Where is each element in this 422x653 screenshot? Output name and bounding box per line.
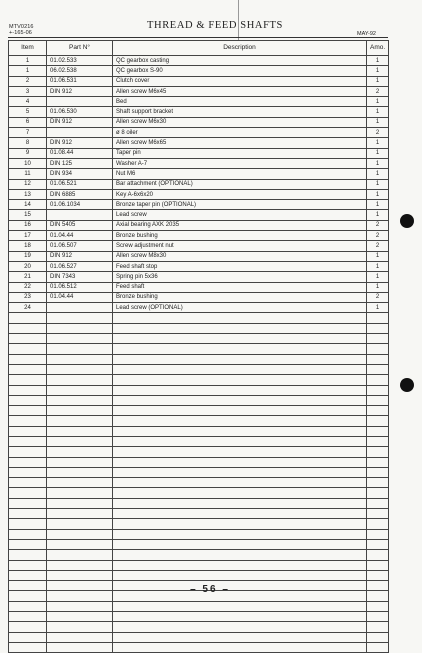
cell-item: 8 <box>9 138 47 148</box>
cell-desc: Lead screw <box>113 210 367 220</box>
empty-cell <box>367 642 389 652</box>
cell-qty: 2 <box>367 231 389 241</box>
cell-qty: 2 <box>367 128 389 138</box>
cell-item: 23 <box>9 292 47 302</box>
empty-cell <box>9 570 47 580</box>
table-row <box>9 107 389 117</box>
empty-cell <box>9 612 47 622</box>
table-row <box>9 148 389 158</box>
empty-cell <box>113 395 367 405</box>
empty-cell <box>9 519 47 529</box>
empty-cell <box>367 344 389 354</box>
cell-qty: 1 <box>367 66 389 76</box>
column-header-item: Item <box>9 41 47 56</box>
empty-row <box>9 622 389 632</box>
column-header-amount: Amo. <box>367 41 389 56</box>
cell-qty: 1 <box>367 261 389 271</box>
cell-part: 01.06.521 <box>47 179 113 189</box>
cell-part: 06.02.538 <box>47 66 113 76</box>
empty-cell <box>47 447 113 457</box>
empty-cell <box>9 509 47 519</box>
empty-row <box>9 426 389 436</box>
cell-desc: Axial bearing AXK 2035 <box>113 220 367 230</box>
table-row <box>9 56 389 66</box>
empty-row <box>9 416 389 426</box>
empty-cell <box>367 395 389 405</box>
empty-row <box>9 344 389 354</box>
cell-qty: 1 <box>367 200 389 210</box>
cell-item: 5 <box>9 107 47 117</box>
empty-cell <box>9 601 47 611</box>
cell-desc: QC gearbox casting <box>113 56 367 66</box>
empty-cell <box>9 457 47 467</box>
empty-cell <box>47 426 113 436</box>
empty-row <box>9 385 389 395</box>
empty-cell <box>113 539 367 549</box>
empty-cell <box>367 457 389 467</box>
empty-row <box>9 539 389 549</box>
empty-cell <box>9 467 47 477</box>
cell-part: DIN 6885 <box>47 189 113 199</box>
cell-qty: 1 <box>367 56 389 66</box>
empty-cell <box>47 601 113 611</box>
empty-cell <box>47 457 113 467</box>
table-body <box>9 56 389 653</box>
cell-part: DIN 912 <box>47 251 113 261</box>
empty-cell <box>113 364 367 374</box>
empty-row <box>9 478 389 488</box>
empty-cell <box>9 313 47 323</box>
cell-item: 14 <box>9 200 47 210</box>
cell-qty: 1 <box>367 303 389 313</box>
empty-cell <box>9 436 47 446</box>
empty-cell <box>367 570 389 580</box>
cell-item: 13 <box>9 189 47 199</box>
cell-part: 01.06.1034 <box>47 200 113 210</box>
empty-row <box>9 334 389 344</box>
table-row <box>9 86 389 96</box>
empty-cell <box>113 642 367 652</box>
table-row <box>9 220 389 230</box>
table-row <box>9 128 389 138</box>
empty-cell <box>367 539 389 549</box>
table-row <box>9 158 389 168</box>
empty-cell <box>47 395 113 405</box>
empty-cell <box>367 406 389 416</box>
empty-cell <box>367 323 389 333</box>
empty-cell <box>367 529 389 539</box>
cell-part: 01.06.507 <box>47 241 113 251</box>
empty-cell <box>9 560 47 570</box>
cell-desc: QC gearbox S-90 <box>113 66 367 76</box>
cell-qty: 1 <box>367 138 389 148</box>
empty-cell <box>367 478 389 488</box>
empty-cell <box>9 632 47 642</box>
empty-cell <box>113 601 367 611</box>
cell-item: 18 <box>9 241 47 251</box>
cell-item: 1 <box>9 66 47 76</box>
cell-part: DIN 934 <box>47 169 113 179</box>
cell-desc: Nut M6 <box>113 169 367 179</box>
cell-part: 01.08.44 <box>47 148 113 158</box>
empty-cell <box>47 529 113 539</box>
table-row <box>9 138 389 148</box>
cell-qty: 2 <box>367 86 389 96</box>
empty-cell <box>367 375 389 385</box>
table-row <box>9 66 389 76</box>
empty-cell <box>9 406 47 416</box>
empty-row <box>9 467 389 477</box>
empty-cell <box>9 375 47 385</box>
cell-part: DIN 912 <box>47 138 113 148</box>
cell-qty: 2 <box>367 220 389 230</box>
empty-cell <box>47 375 113 385</box>
cell-qty: 1 <box>367 179 389 189</box>
empty-cell <box>367 467 389 477</box>
cell-desc: Clutch cover <box>113 76 367 86</box>
empty-cell <box>9 498 47 508</box>
empty-cell <box>9 488 47 498</box>
empty-cell <box>367 334 389 344</box>
empty-cell <box>47 509 113 519</box>
cell-desc: Bronze taper pin (OPTIONAL) <box>113 200 367 210</box>
cell-item: 1 <box>9 56 47 66</box>
cell-qty: 1 <box>367 158 389 168</box>
empty-cell <box>9 323 47 333</box>
cell-desc: Spring pin 5x36 <box>113 272 367 282</box>
empty-cell <box>9 642 47 652</box>
empty-cell <box>367 550 389 560</box>
empty-cell <box>113 509 367 519</box>
empty-cell <box>367 612 389 622</box>
empty-cell <box>113 612 367 622</box>
cell-item: 20 <box>9 261 47 271</box>
cell-item: 9 <box>9 148 47 158</box>
empty-cell <box>367 354 389 364</box>
empty-cell <box>9 581 47 591</box>
document-code-line2: +-165-06 <box>9 30 32 36</box>
empty-cell <box>367 313 389 323</box>
empty-cell <box>113 478 367 488</box>
empty-cell <box>367 601 389 611</box>
empty-cell <box>47 570 113 580</box>
table-row <box>9 282 389 292</box>
cell-qty: 1 <box>367 210 389 220</box>
empty-cell <box>113 406 367 416</box>
empty-cell <box>9 354 47 364</box>
table-row <box>9 292 389 302</box>
empty-cell <box>9 447 47 457</box>
empty-cell <box>47 334 113 344</box>
table-row <box>9 231 389 241</box>
cell-desc: Allen screw M8x30 <box>113 251 367 261</box>
empty-cell <box>113 375 367 385</box>
empty-row <box>9 488 389 498</box>
empty-cell <box>113 632 367 642</box>
empty-cell <box>367 426 389 436</box>
cell-qty: 1 <box>367 107 389 117</box>
empty-row <box>9 323 389 333</box>
page-number: – 56 – <box>190 584 230 595</box>
cell-item: 16 <box>9 220 47 230</box>
cell-part: 01.06.530 <box>47 107 113 117</box>
empty-cell <box>47 539 113 549</box>
cell-item: 12 <box>9 179 47 189</box>
empty-cell <box>113 550 367 560</box>
empty-cell <box>113 426 367 436</box>
empty-cell <box>113 334 367 344</box>
empty-cell <box>9 550 47 560</box>
empty-cell <box>9 344 47 354</box>
cell-qty: 1 <box>367 76 389 86</box>
empty-cell <box>113 570 367 580</box>
empty-row <box>9 498 389 508</box>
cell-part: 01.06.512 <box>47 282 113 292</box>
empty-cell <box>113 436 367 446</box>
cell-part: 01.04.44 <box>47 231 113 241</box>
page-title: THREAD & FEED SHAFTS <box>147 20 283 31</box>
empty-cell <box>47 498 113 508</box>
empty-row <box>9 375 389 385</box>
empty-cell <box>9 426 47 436</box>
cell-item: 24 <box>9 303 47 313</box>
cell-qty: 1 <box>367 189 389 199</box>
table-row <box>9 251 389 261</box>
cell-qty: 2 <box>367 292 389 302</box>
empty-cell <box>113 622 367 632</box>
empty-cell <box>367 509 389 519</box>
cell-desc: Key A-6x6x20 <box>113 189 367 199</box>
cell-desc: Washer A-7 <box>113 158 367 168</box>
empty-cell <box>367 488 389 498</box>
empty-row <box>9 447 389 457</box>
table-row <box>9 241 389 251</box>
empty-cell <box>47 364 113 374</box>
empty-cell <box>9 478 47 488</box>
empty-row <box>9 612 389 622</box>
table-row <box>9 261 389 271</box>
table-row <box>9 272 389 282</box>
cell-part <box>47 303 113 313</box>
cell-item: 4 <box>9 97 47 107</box>
empty-cell <box>367 364 389 374</box>
empty-cell <box>47 354 113 364</box>
empty-cell <box>367 385 389 395</box>
empty-cell <box>113 488 367 498</box>
table-row <box>9 189 389 199</box>
column-header-part: Part N° <box>47 41 113 56</box>
empty-cell <box>113 385 367 395</box>
table-row <box>9 169 389 179</box>
empty-cell <box>47 478 113 488</box>
empty-row <box>9 560 389 570</box>
empty-cell <box>367 632 389 642</box>
cell-part: 01.02.533 <box>47 56 113 66</box>
empty-cell <box>113 416 367 426</box>
empty-cell <box>47 385 113 395</box>
table-row <box>9 210 389 220</box>
empty-row <box>9 550 389 560</box>
empty-row <box>9 457 389 467</box>
cell-item: 21 <box>9 272 47 282</box>
cell-item: 22 <box>9 282 47 292</box>
table-row <box>9 200 389 210</box>
document-code-line1: MTV0216 <box>9 24 34 30</box>
empty-cell <box>113 519 367 529</box>
cell-item: 7 <box>9 128 47 138</box>
table-row <box>9 117 389 127</box>
empty-cell <box>47 622 113 632</box>
empty-cell <box>47 313 113 323</box>
cell-qty: 1 <box>367 282 389 292</box>
empty-cell <box>113 344 367 354</box>
empty-cell <box>367 622 389 632</box>
cell-item: 10 <box>9 158 47 168</box>
empty-cell <box>9 622 47 632</box>
cell-desc: Taper pin <box>113 148 367 158</box>
cell-qty: 1 <box>367 148 389 158</box>
cell-item: 3 <box>9 86 47 96</box>
cell-part: 01.04.44 <box>47 292 113 302</box>
cell-item: 19 <box>9 251 47 261</box>
empty-row <box>9 395 389 405</box>
empty-cell <box>47 560 113 570</box>
cell-item: 2 <box>9 76 47 86</box>
empty-row <box>9 529 389 539</box>
empty-cell <box>9 385 47 395</box>
empty-cell <box>113 457 367 467</box>
empty-cell <box>113 498 367 508</box>
table-row <box>9 76 389 86</box>
cell-qty: 1 <box>367 272 389 282</box>
cell-part <box>47 97 113 107</box>
empty-cell <box>367 498 389 508</box>
empty-row <box>9 436 389 446</box>
empty-cell <box>47 632 113 642</box>
cell-qty: 2 <box>367 241 389 251</box>
cell-part: 01.06.527 <box>47 261 113 271</box>
empty-cell <box>47 416 113 426</box>
empty-cell <box>367 436 389 446</box>
empty-cell <box>113 467 367 477</box>
cell-part: DIN 5405 <box>47 220 113 230</box>
empty-row <box>9 509 389 519</box>
cell-part <box>47 128 113 138</box>
empty-row <box>9 642 389 652</box>
empty-cell <box>47 642 113 652</box>
cell-item: 15 <box>9 210 47 220</box>
table-row <box>9 303 389 313</box>
column-header-description: Description <box>113 41 367 56</box>
cell-part: DIN 7343 <box>47 272 113 282</box>
parts-table <box>8 40 389 653</box>
cell-qty: 1 <box>367 251 389 261</box>
empty-row <box>9 570 389 580</box>
cell-desc: Lead screw (OPTIONAL) <box>113 303 367 313</box>
empty-cell <box>113 354 367 364</box>
cell-desc: Bar attachment (OPTIONAL) <box>113 179 367 189</box>
cell-item: 11 <box>9 169 47 179</box>
table-row <box>9 179 389 189</box>
cell-desc: Feed shaft stop <box>113 261 367 271</box>
empty-row <box>9 313 389 323</box>
cell-qty: 1 <box>367 117 389 127</box>
empty-cell <box>47 436 113 446</box>
cell-desc: Bronze bushing <box>113 292 367 302</box>
empty-cell <box>113 313 367 323</box>
cell-desc: Allen screw M6x30 <box>113 117 367 127</box>
empty-cell <box>367 519 389 529</box>
punch-hole-bottom <box>400 378 414 392</box>
empty-row <box>9 354 389 364</box>
cell-qty: 1 <box>367 169 389 179</box>
empty-cell <box>367 416 389 426</box>
empty-row <box>9 632 389 642</box>
empty-cell <box>113 560 367 570</box>
cell-part <box>47 210 113 220</box>
cell-part: DIN 912 <box>47 117 113 127</box>
cell-desc: Allen screw M6x65 <box>113 138 367 148</box>
punch-hole-top <box>400 214 414 228</box>
empty-cell <box>47 344 113 354</box>
empty-cell <box>47 467 113 477</box>
empty-cell <box>367 560 389 570</box>
cell-qty: 1 <box>367 97 389 107</box>
cell-part: 01.06.531 <box>47 76 113 86</box>
empty-cell <box>47 323 113 333</box>
cell-desc: Shaft support bracket <box>113 107 367 117</box>
empty-cell <box>9 416 47 426</box>
empty-cell <box>113 529 367 539</box>
empty-cell <box>9 539 47 549</box>
cell-desc: Bronze bushing <box>113 231 367 241</box>
empty-cell <box>113 447 367 457</box>
empty-cell <box>47 550 113 560</box>
empty-cell <box>9 364 47 374</box>
cell-desc: Allen screw M6x45 <box>113 86 367 96</box>
table-row <box>9 97 389 107</box>
cell-item: 6 <box>9 117 47 127</box>
empty-cell <box>9 334 47 344</box>
cell-desc: ø 8 oiler <box>113 128 367 138</box>
cell-desc: Bed <box>113 97 367 107</box>
table-header-row <box>9 41 389 56</box>
revision-date: MAY-92 <box>357 31 376 37</box>
empty-row <box>9 601 389 611</box>
cell-part: DIN 125 <box>47 158 113 168</box>
empty-cell <box>113 323 367 333</box>
empty-cell <box>47 519 113 529</box>
header-rule <box>8 37 388 38</box>
cell-desc: Screw adjustment nut <box>113 241 367 251</box>
empty-cell <box>47 406 113 416</box>
empty-cell <box>47 612 113 622</box>
document-code <box>9 24 34 36</box>
cell-part: DIN 912 <box>47 86 113 96</box>
cell-desc: Feed shaft <box>113 282 367 292</box>
empty-row <box>9 519 389 529</box>
empty-cell <box>9 529 47 539</box>
empty-cell <box>367 581 389 591</box>
empty-row <box>9 364 389 374</box>
empty-cell <box>367 447 389 457</box>
empty-row <box>9 406 389 416</box>
empty-cell <box>47 488 113 498</box>
cell-item: 17 <box>9 231 47 241</box>
empty-cell <box>47 581 113 591</box>
empty-cell <box>9 395 47 405</box>
